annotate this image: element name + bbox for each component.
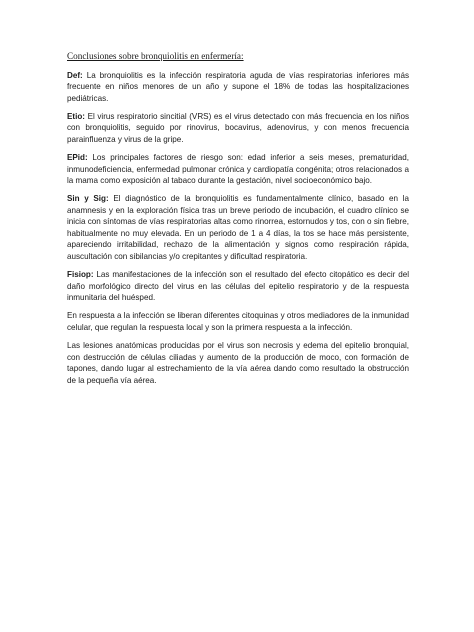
paragraph-text: El diagnóstico de la bronquiolitis es fundamentalmente clínico, basado en la anamnesis y en la exploración física tras un breve periodo de incubación, el cuadro clínico se inicia con síntomas de vías respiratorias altas como rinorrea, estornudos y tos, con o sin fiebre, habitualmente no muy elevada. En un periodo de 1 a 4 días, la tos se hace más persistente, apareciendo irritabilidad, rechazo de la alimentación y signos como respiración rápida, auscultación con sibilancias y/o crepitantes y dificultad respiratoria. — [67, 194, 409, 261]
paragraph-text: El virus respiratorio sincitial (VRS) es el virus detectado con más frecuencia en los niños con bronquiolitis, seguido por rinovirus, bocavirus, adenovirus, y con menos frecuencia parainfluenza y virus de la gripe. — [67, 111, 409, 144]
paragraph-symptoms-signs — [67, 193, 409, 262]
paragraph-immune-response — [67, 310, 409, 333]
paragraph-label: Fisiop: — [67, 270, 94, 280]
paragraph-label: Def: — [67, 70, 83, 80]
paragraph-label: Sin y Sig: — [67, 194, 109, 204]
paragraph-text: En respuesta a la infección se liberan diferentes citoquinas y otros mediadores de la inmunidad celular, que regulan la respuesta local y son la primera respuesta a la infección. — [67, 311, 409, 332]
paragraph-label: Etio: — [67, 111, 85, 121]
paragraph-epidemiology — [67, 152, 409, 187]
paragraph-physiopathology — [67, 269, 409, 304]
paragraph-anatomic-lesions — [67, 340, 409, 386]
paragraph-definition — [67, 70, 409, 105]
paragraph-text: Las lesiones anatómicas producidas por el virus son necrosis y edema del epitelio bronquial, con destrucción de células ciliadas y aumento de la producción de moco, con formación de tapones, dando lugar al estrechamiento de la vía aérea dando como resultado la obstrucción de la pequeña vía aérea. — [67, 341, 409, 385]
paragraph-text: Las manifestaciones de la infección son el resultado del efecto citopático es decir del daño morfológico directo del virus en las células del epitelio respiratorio y de la respuesta inmunitaria del huésped. — [67, 270, 409, 303]
document-body — [67, 51, 409, 393]
paragraph-label: EPid: — [67, 153, 88, 163]
paragraph-text: La bronquiolitis es la infección respiratoria aguda de vías respiratorias inferiores más frecuente en niños menores de un año y supone el 18% de todas las hospitalizaciones pediátricas. — [67, 70, 410, 103]
document-title: Conclusiones sobre bronquiolitis en enfermería: — [67, 51, 244, 61]
paragraph-etiology — [67, 111, 409, 146]
paragraph-text: Los principales factores de riesgo son: edad inferior a seis meses, prematuridad, inmunodeficiencia, enfermedad pulmonar crónica y cardiopatía congénita; otros relacionados a la mama como exposición al tabaco durante la gestación, nivel socioeconómico bajo. — [67, 153, 409, 186]
